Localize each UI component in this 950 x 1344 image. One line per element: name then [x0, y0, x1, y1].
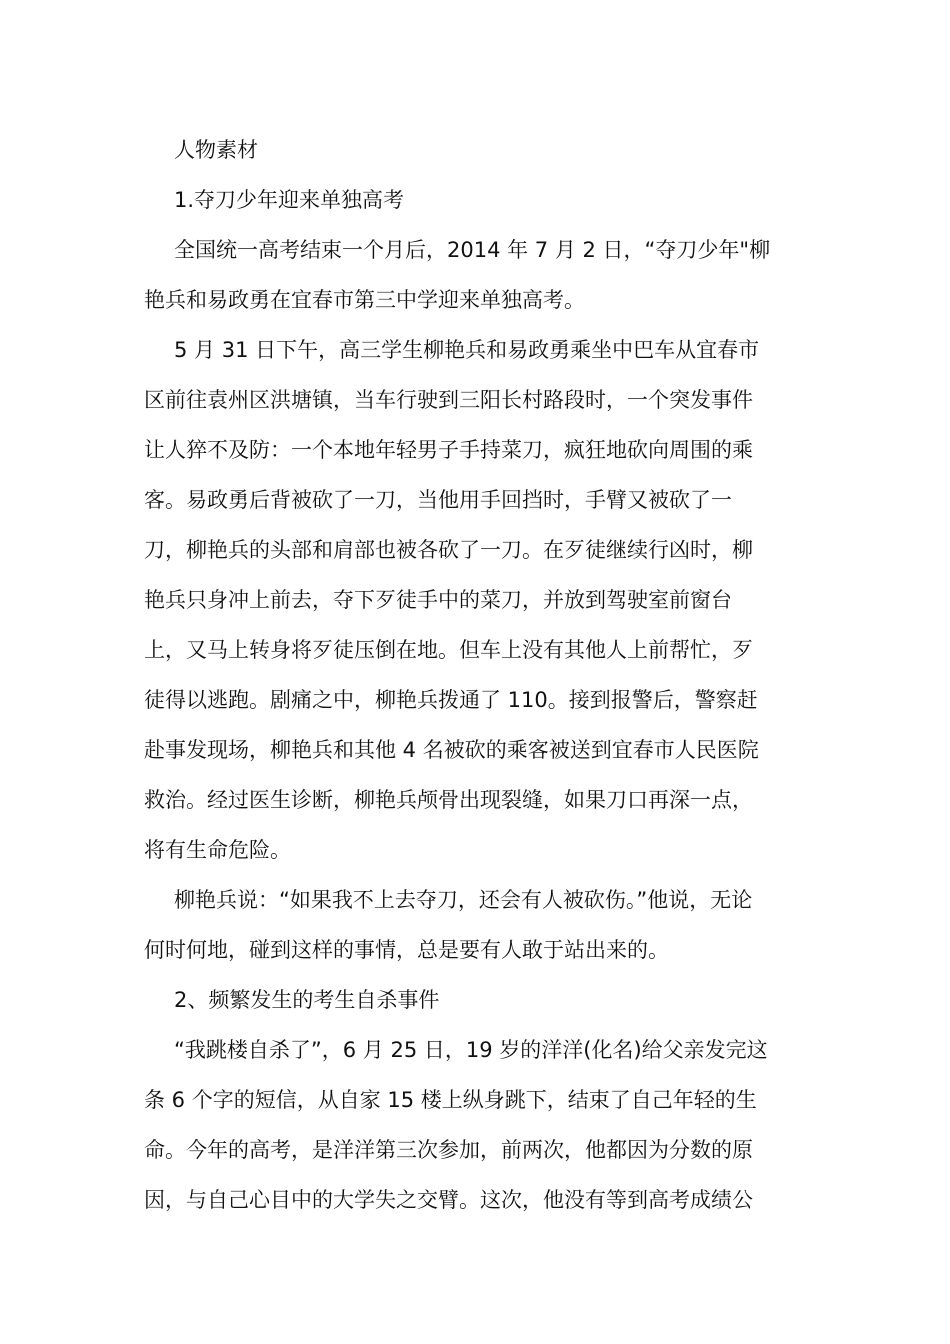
paragraph-line: 上，又马上转身将歹徒压倒在地。但车上没有其他人上前帮忙，歹	[144, 638, 753, 662]
paragraph-line: 艳兵只身冲上前去，夺下歹徒手中的菜刀，并放到驾驶室前窗台	[144, 588, 732, 612]
paragraph-line: 命。今年的高考，是洋洋第三次参加，前两次，他都因为分数的原	[144, 1138, 753, 1162]
paragraph-line: 条 6 个字的短信，从自家 15 楼上纵身跳下，结束了自己年轻的生	[144, 1088, 757, 1112]
paragraph-line: 柳艳兵说：“如果我不上去夺刀，还会有人被砍伤。”他说，无论	[174, 888, 753, 912]
paragraph-line: 5 月 31 日下午，高三学生柳艳兵和易政勇乘坐中巴车从宜春市	[174, 338, 760, 362]
subsection-heading: 1.夺刀少年迎来单独高考	[174, 188, 405, 212]
paragraph-line: 刀，柳艳兵的头部和肩部也被各砍了一刀。在歹徒继续行凶时，柳	[144, 538, 753, 562]
paragraph-line: 将有生命危险。	[144, 838, 291, 862]
paragraph-line: 客。易政勇后背被砍了一刀，当他用手回挡时，手臂又被砍了一	[144, 488, 732, 512]
paragraph-line: 因，与自己心目中的大学失之交臂。这次，他没有等到高考成绩公	[144, 1188, 753, 1212]
paragraph-line: 救治。经过医生诊断，柳艳兵颅骨出现裂缝，如果刀口再深一点，	[144, 788, 753, 812]
subsection-heading: 2、频繁发生的考生自杀事件	[174, 988, 440, 1012]
document-body	[144, 125, 808, 1225]
section-heading: 人物素材	[174, 138, 258, 162]
paragraph-line: 何时何地，碰到这样的事情，总是要有人敢于站出来的。	[144, 938, 669, 962]
paragraph-line: 艳兵和易政勇在宜春市第三中学迎来单独高考。	[144, 288, 585, 312]
paragraph-line: 让人猝不及防：一个本地年轻男子手持菜刀，疯狂地砍向周围的乘	[144, 438, 753, 462]
paragraph-line: 区前往袁州区洪塘镇，当车行驶到三阳长村路段时，一个突发事件	[144, 388, 753, 412]
paragraph-line: “我跳楼自杀了”，6 月 25 日，19 岁的洋洋(化名)给父亲发完这	[174, 1038, 768, 1062]
paragraph-line: 全国统一高考结束一个月后，2014 年 7 月 2 日，“夺刀少年"柳	[174, 238, 771, 262]
paragraph-line: 徒得以逃跑。剧痛之中，柳艳兵拨通了 110。接到报警后，警察赶	[144, 688, 758, 712]
paragraph-line: 赴事发现场，柳艳兵和其他 4 名被砍的乘客被送到宜春市人民医院	[144, 738, 759, 762]
